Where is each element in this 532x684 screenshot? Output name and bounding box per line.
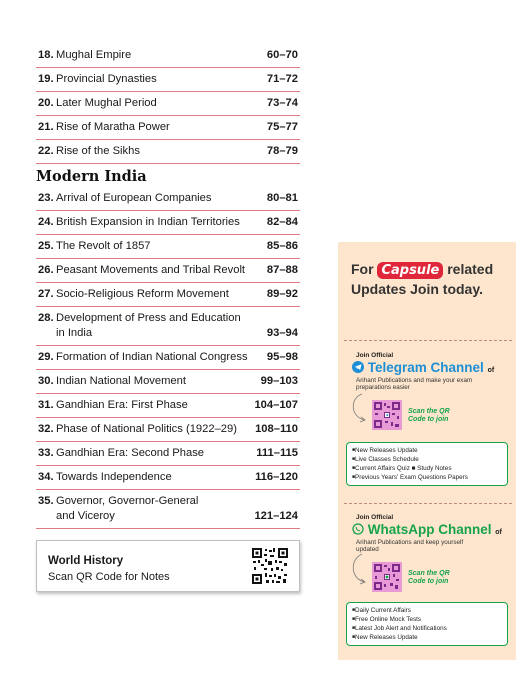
toc-entry-pages: 93–94 xyxy=(266,327,298,339)
world-history-subtitle: Scan QR Code for Notes xyxy=(48,571,170,583)
toc-entry-title: Rise of Maratha Power xyxy=(56,121,170,133)
toc-entry-number: 18. xyxy=(38,49,54,61)
toc-entry-pages: 89–92 xyxy=(266,288,298,300)
toc-entry[interactable] xyxy=(36,370,300,394)
feature-list-item: ■ Current Affairs Quiz ■ Study Notes xyxy=(352,464,502,473)
toc-entry-pages: 85–86 xyxy=(266,240,298,252)
toc-entry[interactable] xyxy=(36,490,300,529)
toc-entry-pages: 111–115 xyxy=(256,447,298,459)
toc-entry-left xyxy=(38,311,241,341)
divider xyxy=(344,503,512,504)
toc-entry[interactable] xyxy=(36,235,300,259)
telegram-features-box xyxy=(346,442,508,486)
table-of-contents xyxy=(36,44,300,529)
toc-entry-title: Formation of Indian National Congress xyxy=(56,351,248,363)
feature-list-item: ■ New Releases Update xyxy=(352,633,502,642)
toc-entry-pages: 73–74 xyxy=(266,97,298,109)
toc-entry[interactable] xyxy=(36,418,300,442)
feature-list-item: ■ Previous Years' Exam Questions Papers xyxy=(352,473,502,482)
toc-entry[interactable] xyxy=(36,307,300,346)
feature-list-item: ■ Free Online Mock Tests xyxy=(352,615,502,624)
toc-entry-number: 25. xyxy=(38,240,54,252)
curved-arrow-icon xyxy=(348,552,370,586)
feature-list-item: ■ New Releases Update xyxy=(352,446,502,455)
toc-entry-title xyxy=(56,494,198,524)
whatsapp-scan-note: Scan the QR Code to join xyxy=(408,570,450,585)
toc-entry[interactable] xyxy=(36,211,300,235)
toc-entry-number: 30. xyxy=(38,375,54,387)
qr-code-icon[interactable] xyxy=(251,547,289,585)
whatsapp-features-box xyxy=(346,602,508,646)
toc-entry[interactable] xyxy=(36,394,300,418)
toc-entry-left xyxy=(38,120,170,135)
toc-entry-left xyxy=(38,263,245,278)
toc-entry-title: Arrival of European Companies xyxy=(56,192,212,204)
toc-entry[interactable] xyxy=(36,116,300,140)
toc-entry[interactable] xyxy=(36,283,300,307)
toc-entry-left xyxy=(38,144,140,159)
telegram-subtext: Arihant Publications and make your exam preparations easier xyxy=(356,377,473,391)
toc-entry-pages: 82–84 xyxy=(266,216,298,228)
toc-entry-title-line2: in India xyxy=(56,327,93,339)
toc-entry-number: 32. xyxy=(38,423,54,435)
toc-entry-title: Later Mughal Period xyxy=(56,97,157,109)
toc-entry-title: Socio-Religious Reform Movement xyxy=(56,288,229,300)
promo-heading-post: related Updates Join today. xyxy=(351,261,494,297)
toc-entry-left xyxy=(38,374,186,389)
telegram-channel-link[interactable] xyxy=(352,360,494,375)
toc-entry-title-line2: and Viceroy xyxy=(56,510,115,522)
toc-entry-number: 22. xyxy=(38,145,54,157)
toc-entry-title: Provincial Dynasties xyxy=(56,73,157,85)
toc-entry-number: 21. xyxy=(38,121,54,133)
toc-entry-left xyxy=(38,350,248,365)
toc-entry-left xyxy=(38,239,151,254)
toc-entry-title xyxy=(56,311,241,341)
toc-section-medieval xyxy=(36,44,300,164)
toc-entry-pages: 60–70 xyxy=(266,49,298,61)
whatsapp-join-label: Join Official xyxy=(356,514,394,521)
toc-entry[interactable] xyxy=(36,68,300,92)
toc-entry-left xyxy=(38,72,157,87)
toc-entry-title: Mughal Empire xyxy=(56,49,132,61)
telegram-of: of xyxy=(487,367,495,374)
feature-list-item: ■ Latest Job Alert and Notifications xyxy=(352,624,502,633)
whatsapp-channel-label: WhatsApp Channel xyxy=(367,522,492,537)
section-heading: Modern India xyxy=(36,168,147,185)
toc-entry-number: 28. xyxy=(38,312,54,324)
toc-entry[interactable] xyxy=(36,44,300,68)
telegram-scan-note: Scan the QR Code to join xyxy=(408,408,450,423)
toc-entry-number: 29. xyxy=(38,351,54,363)
toc-entry-title: British Expansion in Indian Territories xyxy=(56,216,240,228)
toc-entry-left xyxy=(38,96,157,111)
toc-entry-title-line1: Governor, Governor-General xyxy=(56,495,199,507)
world-history-box xyxy=(36,540,300,592)
toc-entry-title: Gandhian Era: Second Phase xyxy=(56,447,205,459)
toc-entry-pages: 71–72 xyxy=(266,73,298,85)
toc-entry-pages: 116–120 xyxy=(255,471,298,483)
toc-entry-pages: 104–107 xyxy=(254,399,298,411)
toc-entry[interactable] xyxy=(36,92,300,116)
promo-panel xyxy=(338,242,516,660)
whatsapp-subtext: Arihant Publications and keep yourself updated xyxy=(356,539,464,553)
toc-entry-title: Phase of National Politics (1922–29) xyxy=(56,423,237,435)
toc-entry-left xyxy=(38,494,198,524)
feature-list-item: ■ Live Classes Schedule xyxy=(352,455,502,464)
telegram-channel-label: Telegram Channel xyxy=(367,360,484,375)
toc-entry-title: Gandhian Era: First Phase xyxy=(56,399,188,411)
promo-heading xyxy=(351,259,511,299)
toc-entry-pages: 95–98 xyxy=(266,351,298,363)
toc-entry[interactable] xyxy=(36,442,300,466)
world-history-title: World History xyxy=(48,555,124,567)
toc-entry-pages: 99–103 xyxy=(260,375,298,387)
toc-entry-number: 24. xyxy=(38,216,54,228)
toc-entry-left xyxy=(38,48,131,63)
toc-entry-left xyxy=(38,398,188,413)
divider xyxy=(344,340,512,341)
toc-entry-number: 20. xyxy=(38,97,54,109)
toc-entry-number: 26. xyxy=(38,264,54,276)
toc-entry-pages: 78–79 xyxy=(266,145,298,157)
toc-entry[interactable] xyxy=(36,346,300,370)
toc-entry-title: Towards Independence xyxy=(56,471,172,483)
whatsapp-of: of xyxy=(495,529,502,536)
toc-entry-number: 33. xyxy=(38,447,54,459)
toc-entry[interactable] xyxy=(36,140,300,164)
toc-entry[interactable] xyxy=(36,187,300,211)
toc-entry-number: 19. xyxy=(38,73,54,85)
toc-entry-pages: 108–110 xyxy=(255,423,298,435)
toc-entry[interactable] xyxy=(36,466,300,490)
toc-entry-left xyxy=(38,422,237,437)
toc-entry-left xyxy=(38,191,211,206)
toc-entry-number: 31. xyxy=(38,399,54,411)
toc-entry-title: Peasant Movements and Tribal Revolt xyxy=(56,264,246,276)
whatsapp-qr-icon[interactable] xyxy=(372,562,402,592)
toc-entry-pages: 80–81 xyxy=(266,192,298,204)
toc-entry-title: Indian National Movement xyxy=(56,375,186,387)
toc-entry-pages: 121–124 xyxy=(254,510,298,522)
toc-entry-number: 34. xyxy=(38,471,54,483)
toc-entry[interactable] xyxy=(36,259,300,283)
toc-entry-left xyxy=(38,215,240,230)
capsule-badge: Capsule xyxy=(377,262,443,279)
toc-entry-number: 23. xyxy=(38,192,54,204)
telegram-qr-icon[interactable] xyxy=(372,400,402,430)
curved-arrow-icon xyxy=(348,392,370,424)
toc-entry-pages: 87–88 xyxy=(266,264,298,276)
toc-section-modern xyxy=(36,187,300,529)
promo-heading-pre: For xyxy=(351,261,374,277)
feature-list-item: ■ Daily Current Affairs xyxy=(352,606,502,615)
toc-entry-title: The Revolt of 1857 xyxy=(56,240,151,252)
toc-entry-number: 35. xyxy=(38,495,54,507)
telegram-join-label: Join Official xyxy=(356,352,394,359)
whatsapp-channel-link[interactable] xyxy=(352,522,502,537)
toc-entry-left xyxy=(38,470,172,485)
telegram-icon xyxy=(352,361,364,373)
toc-entry-number: 27. xyxy=(38,288,54,300)
toc-entry-left xyxy=(38,446,204,461)
toc-entry-pages: 75–77 xyxy=(266,121,298,133)
toc-entry-title-line1: Development of Press and Education xyxy=(56,312,241,324)
whatsapp-icon xyxy=(352,523,364,535)
toc-entry-title: Rise of the Sikhs xyxy=(56,145,140,157)
toc-entry-left xyxy=(38,287,229,302)
